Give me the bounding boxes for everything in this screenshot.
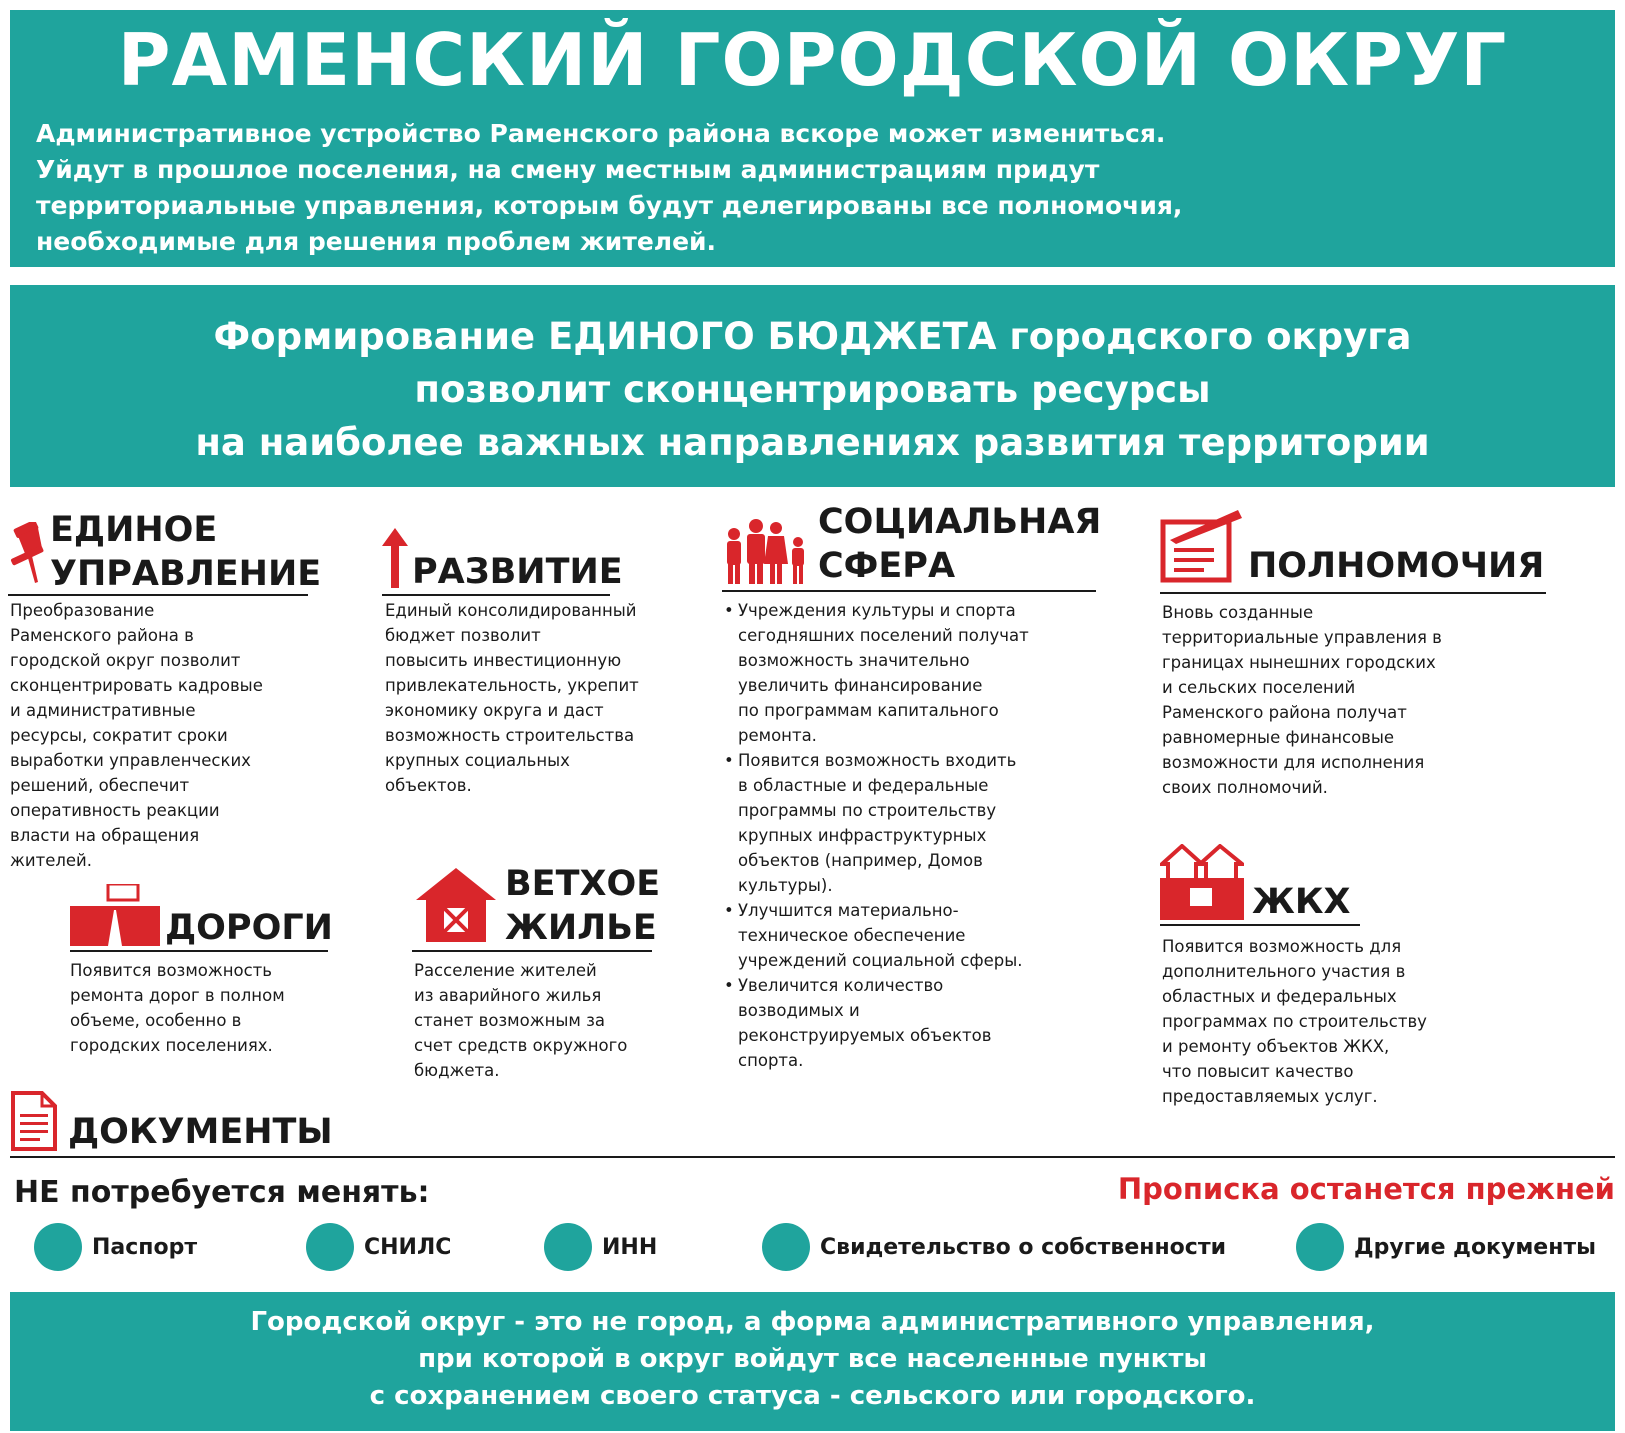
housing-line: счет средств окружного xyxy=(414,1036,628,1055)
documents-icon xyxy=(10,1090,58,1152)
budget-banner xyxy=(10,285,1615,487)
powers-line: границах нынешних городских xyxy=(1162,653,1436,672)
development-line: крупных социальных xyxy=(385,751,570,770)
development-line: бюджет позволит xyxy=(385,626,541,645)
housing-line: Расселение жителей xyxy=(414,961,597,980)
utilities-line: областных и федеральных xyxy=(1162,987,1397,1006)
unified-line: Преобразование xyxy=(10,601,155,620)
development-heading: РАЗВИТИЕ xyxy=(412,552,623,592)
social-bullet-line: программы по строительству xyxy=(738,801,997,820)
budget-text xyxy=(10,310,1615,469)
utilities-line: что повысит качество xyxy=(1162,1062,1354,1081)
document-label: Другие документы xyxy=(1354,1234,1597,1260)
social-bullet-line: спорта. xyxy=(738,1051,804,1070)
roads-heading: ДОРОГИ xyxy=(165,908,333,948)
document-label: ИНН xyxy=(602,1234,658,1260)
powers-line: Вновь созданные xyxy=(1162,603,1314,622)
arrow-up-icon xyxy=(382,528,408,588)
unified-line: выработки управленческих xyxy=(10,751,251,770)
social-bullet-line: • Учреждения культуры и спорта xyxy=(738,601,1016,620)
document-item-ownership xyxy=(762,1222,1226,1272)
utilities-line: предоставляемых услуг. xyxy=(1162,1087,1378,1106)
not-required-label: НЕ потребуется менять: xyxy=(14,1175,430,1210)
unified-heading-line: ЕДИНОЕ xyxy=(50,510,218,550)
development-line: Единый консолидированный xyxy=(385,601,637,620)
development-text xyxy=(385,598,639,798)
budget-line: на наиболее важных направлениях развития территории xyxy=(195,421,1430,464)
housing-line: из аварийного жилья xyxy=(414,986,602,1005)
housing-heading-line: ВЕТХОЕ xyxy=(505,864,661,904)
bullet-circle-icon xyxy=(544,1223,592,1271)
unified-line: жителей. xyxy=(10,851,93,870)
social-bullet-line: в областные и федеральные xyxy=(738,776,989,795)
social-bullet-line: • Появится возможность входить xyxy=(738,751,1017,770)
old-house-icon xyxy=(414,866,498,946)
bottom-text xyxy=(10,1304,1615,1415)
social-bullet-line: по программам капитального xyxy=(738,701,999,720)
bullet-circle-icon xyxy=(762,1223,810,1271)
unified-line: городской округ позволит xyxy=(10,651,241,670)
roads-line: объеме, особенно в xyxy=(70,1011,242,1030)
social-bullet-line: реконструируемых объектов xyxy=(738,1026,992,1045)
unified-line: оперативность реакции xyxy=(10,801,220,820)
unified-line: Раменского района в xyxy=(10,626,194,645)
social-bullet xyxy=(724,973,1029,1073)
social-bullet-line: учреждений социальной сферы. xyxy=(738,951,1023,970)
powers-line: территориальные управления в xyxy=(1162,628,1442,647)
unified-line: сконцентрировать кадровые xyxy=(10,676,263,695)
social-bullet-line: • Улучшится материально- xyxy=(738,901,959,920)
utilities-line: дополнительного участия в xyxy=(1162,962,1406,981)
powers-line: и сельских поселений xyxy=(1162,678,1356,697)
housing-line: станет возможным за xyxy=(414,1011,605,1030)
utilities-line: Появится возможность для xyxy=(1162,937,1402,956)
housing-line: бюджета. xyxy=(414,1061,500,1080)
document-label: СНИЛС xyxy=(364,1234,452,1260)
document-item-snils xyxy=(306,1222,451,1272)
document-label: Свидетельство о собственности xyxy=(820,1234,1227,1260)
document-pen-icon xyxy=(1160,508,1244,584)
social-bullet-line: ремонта. xyxy=(738,726,817,745)
intro-line: Административное устройство Раменского района вскоре может измениться. xyxy=(36,119,1166,148)
development-rule xyxy=(382,594,610,596)
unified-line: решений, обеспечит xyxy=(10,776,190,795)
document-item-passport xyxy=(34,1222,197,1272)
development-line: объектов. xyxy=(385,776,472,795)
social-heading xyxy=(818,500,1101,588)
roads-line: ремонта дорог в полном xyxy=(70,986,285,1005)
document-label: Паспорт xyxy=(92,1234,198,1260)
family-icon xyxy=(722,518,808,584)
intro-line: Уйдут в прошлое поселения, на смену местным администрациям придут xyxy=(36,155,1100,184)
social-bullet-line: возможность значительно xyxy=(738,651,970,670)
social-heading-line: СФЕРА xyxy=(818,546,956,586)
social-bullet-line: культуры). xyxy=(738,876,833,895)
document-item-inn xyxy=(544,1222,657,1272)
social-heading-line: СОЦИАЛЬНАЯ xyxy=(818,502,1102,542)
document-item-other xyxy=(1296,1222,1596,1272)
housing-heading xyxy=(505,862,660,950)
bottom-line: при которой в округ войдут все населенные пункты xyxy=(418,1344,1207,1374)
bottom-line: Городской округ - это не город, а форма административного управления, xyxy=(250,1307,1375,1337)
budget-line: позволит сконцентрировать ресурсы xyxy=(414,368,1211,411)
powers-line: равномерные финансовые xyxy=(1162,728,1395,747)
development-line: возможность строительства xyxy=(385,726,635,745)
registration-note: Прописка останется прежней xyxy=(1117,1172,1615,1206)
social-bullet-line: сегодняшних поселений получат xyxy=(738,626,1029,645)
social-bullet xyxy=(724,898,1029,973)
intro-line: необходимые для решения проблем жителей. xyxy=(36,227,717,256)
road-icon xyxy=(70,884,160,946)
powers-line: своих полномочий. xyxy=(1162,778,1328,797)
development-line: экономику округа и даст xyxy=(385,701,604,720)
development-line: привлекательность, укрепит xyxy=(385,676,639,695)
utilities-heading: ЖКХ xyxy=(1252,882,1351,922)
roads-rule xyxy=(70,950,328,952)
social-bullets xyxy=(724,598,1029,1073)
social-bullet xyxy=(724,598,1029,748)
houses-icon xyxy=(1160,844,1244,920)
social-bullet-line: увеличить финансирование xyxy=(738,676,983,695)
bullet-circle-icon xyxy=(34,1223,82,1271)
powers-rule xyxy=(1160,592,1546,594)
documents-heading: ДОКУМЕНТЫ xyxy=(68,1112,333,1152)
utilities-rule xyxy=(1160,924,1360,926)
housing-rule xyxy=(412,950,652,952)
roads-line: городских поселениях. xyxy=(70,1036,273,1055)
social-bullet-line: техническое обеспечение xyxy=(738,926,966,945)
social-rule xyxy=(722,590,1096,592)
social-bullet-line: возводимых и xyxy=(738,1001,860,1020)
bottom-banner xyxy=(10,1292,1615,1431)
bullet-circle-icon xyxy=(306,1223,354,1271)
bottom-line: с сохранением своего статуса - сельского или городского. xyxy=(369,1381,1256,1411)
budget-line: Формирование ЕДИНОГО БЮДЖЕТА городского округа xyxy=(213,315,1412,358)
powers-text xyxy=(1162,600,1442,800)
unified-line: и административные xyxy=(10,701,196,720)
unified-text xyxy=(10,598,263,873)
top-banner xyxy=(10,10,1615,267)
social-bullet xyxy=(724,748,1029,898)
utilities-line: и ремонту объектов ЖКХ, xyxy=(1162,1037,1390,1056)
intro-text xyxy=(36,116,1596,260)
housing-text xyxy=(414,958,627,1083)
roads-line: Появится возможность xyxy=(70,961,273,980)
housing-heading-line: ЖИЛЬЕ xyxy=(505,908,657,948)
social-bullet-line: • Увеличится количество xyxy=(738,976,944,995)
utilities-line: программах по строительству xyxy=(1162,1012,1427,1031)
unified-line: ресурсы, сократит сроки xyxy=(10,726,228,745)
unified-line: власти на обращения xyxy=(10,826,200,845)
unified-heading xyxy=(50,508,321,596)
bullet-circle-icon xyxy=(1296,1223,1344,1271)
development-line: повысить инвестиционную xyxy=(385,651,622,670)
intro-line: территориальные управления, которым будут делегированы все полномочия, xyxy=(36,191,1183,220)
documents-rule xyxy=(10,1156,1615,1158)
powers-heading: ПОЛНОМОЧИЯ xyxy=(1248,546,1545,586)
powers-line: Раменского района получат xyxy=(1162,703,1407,722)
social-bullet-line: объектов (например, Домов xyxy=(738,851,983,870)
roads-text xyxy=(70,958,285,1058)
social-bullet-line: крупных инфраструктурных xyxy=(738,826,987,845)
unified-heading-line: УПРАВЛЕНИЕ xyxy=(50,554,322,594)
powers-line: возможности для исполнения xyxy=(1162,753,1425,772)
pushpin-icon xyxy=(8,522,50,584)
utilities-text xyxy=(1162,934,1427,1109)
page-title: РАМЕНСКИЙ ГОРОДСКОЙ ОКРУГ xyxy=(117,18,1508,102)
unified-rule xyxy=(8,594,308,596)
